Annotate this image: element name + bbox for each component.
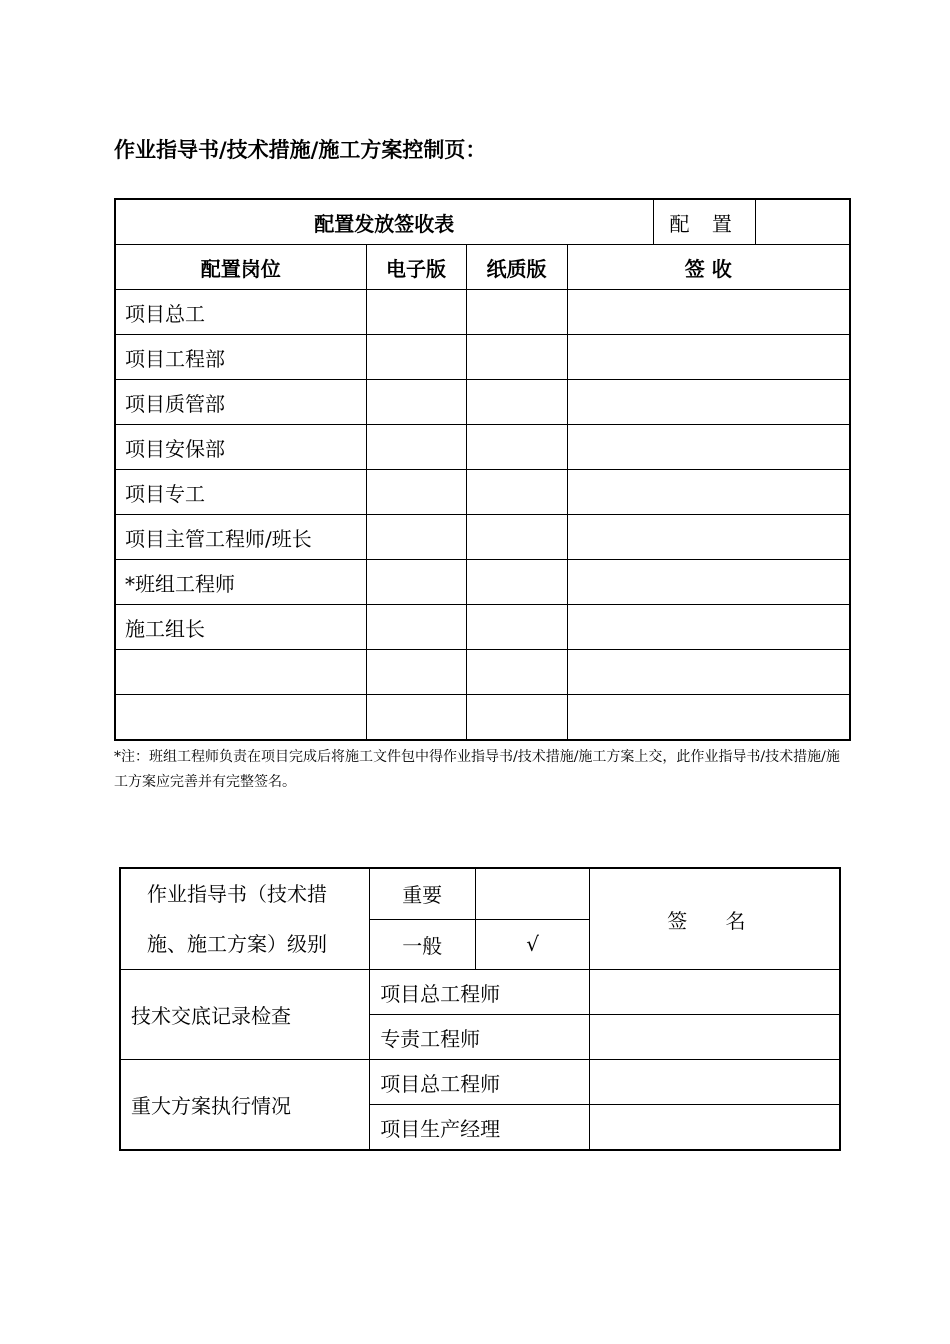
table-row	[115, 650, 850, 695]
config-label: 配 置	[654, 200, 756, 244]
paper-copy-cell[interactable]	[466, 560, 567, 605]
level-check-table	[119, 867, 841, 1151]
electronic-copy-cell[interactable]	[366, 695, 466, 741]
signature-cell[interactable]	[589, 1105, 840, 1151]
table-row	[115, 515, 850, 560]
position-cell: 施工组长	[115, 605, 366, 650]
table-row	[115, 380, 850, 425]
table-row	[115, 695, 850, 741]
level-row-important	[120, 868, 840, 919]
paper-copy-cell[interactable]	[466, 695, 567, 741]
paper-copy-cell[interactable]	[466, 380, 567, 425]
signature-cell[interactable]	[567, 425, 850, 470]
position-cell: 项目专工	[115, 470, 366, 515]
role-label: 项目总工程师	[370, 970, 590, 1015]
table-row	[115, 290, 850, 335]
table-row	[115, 560, 850, 605]
position-cell: 项目安保部	[115, 425, 366, 470]
electronic-copy-cell[interactable]	[366, 560, 466, 605]
section-row	[120, 970, 840, 1015]
table-row	[115, 470, 850, 515]
table-caption: 配置发放签收表	[115, 199, 653, 245]
electronic-copy-cell[interactable]	[366, 650, 466, 695]
position-cell: 项目质管部	[115, 380, 366, 425]
level-option-important: 重要	[370, 868, 476, 919]
col-header-electronic: 电子版	[366, 245, 466, 290]
level-check-important[interactable]	[476, 868, 589, 919]
signature-cell[interactable]	[567, 335, 850, 380]
page-title: 作业指导书/技术措施/施工方案控制页：	[114, 138, 487, 162]
signature-cell[interactable]	[589, 1015, 840, 1060]
position-cell	[115, 695, 366, 741]
signature-cell[interactable]	[567, 560, 850, 605]
signature-cell[interactable]	[567, 605, 850, 650]
section-label-briefing: 技术交底记录检查	[120, 970, 370, 1060]
electronic-copy-cell[interactable]	[366, 605, 466, 650]
electronic-copy-cell[interactable]	[366, 290, 466, 335]
config-cell	[653, 199, 850, 245]
signature-cell[interactable]	[567, 470, 850, 515]
electronic-copy-cell[interactable]	[366, 470, 466, 515]
role-label: 项目总工程师	[370, 1060, 590, 1105]
table-row	[115, 335, 850, 380]
role-label: 专责工程师	[370, 1015, 590, 1060]
config-value-field[interactable]	[756, 200, 850, 244]
level-check-general[interactable]: √	[476, 919, 589, 969]
position-cell	[115, 650, 366, 695]
col-header-signature: 签 收	[567, 245, 850, 290]
level-label: 作业指导书（技术措施、施工方案）级别	[120, 868, 370, 970]
position-cell: 项目工程部	[115, 335, 366, 380]
signature-cell[interactable]	[567, 290, 850, 335]
position-cell: *班组工程师	[115, 560, 366, 605]
paper-copy-cell[interactable]	[466, 470, 567, 515]
signature-cell[interactable]	[567, 380, 850, 425]
col-header-paper: 纸质版	[466, 245, 567, 290]
signature-cell[interactable]	[567, 650, 850, 695]
paper-copy-cell[interactable]	[466, 515, 567, 560]
section-label-execution: 重大方案执行情况	[120, 1060, 370, 1151]
position-cell: 项目总工	[115, 290, 366, 335]
electronic-copy-cell[interactable]	[366, 380, 466, 425]
table-caption-row	[115, 199, 850, 245]
section-row	[120, 1060, 840, 1105]
table-row	[115, 605, 850, 650]
header-row	[115, 245, 850, 290]
signature-cell[interactable]	[567, 515, 850, 560]
role-label: 项目生产经理	[370, 1105, 590, 1151]
electronic-copy-cell[interactable]	[366, 515, 466, 560]
position-cell: 项目主管工程师/班长	[115, 515, 366, 560]
electronic-copy-cell[interactable]	[366, 425, 466, 470]
col-header-position: 配置岗位	[115, 245, 366, 290]
table-row	[115, 425, 850, 470]
sign-header: 签 名	[589, 868, 840, 970]
signature-cell[interactable]	[589, 1060, 840, 1105]
paper-copy-cell[interactable]	[466, 335, 567, 380]
footnote: *注：班组工程师负责在项目完成后将施工文件包中得作业指导书/技术措施/施工方案上交，此作业指导书/技术措施/施工方案应完善并有完整签名。	[114, 749, 840, 790]
signature-cell[interactable]	[567, 695, 850, 741]
electronic-copy-cell[interactable]	[366, 335, 466, 380]
distribution-sign-table	[114, 198, 851, 741]
paper-copy-cell[interactable]	[466, 605, 567, 650]
level-option-general: 一般	[370, 919, 476, 969]
paper-copy-cell[interactable]	[466, 290, 567, 335]
paper-copy-cell[interactable]	[466, 425, 567, 470]
signature-cell[interactable]	[589, 970, 840, 1015]
paper-copy-cell[interactable]	[466, 650, 567, 695]
